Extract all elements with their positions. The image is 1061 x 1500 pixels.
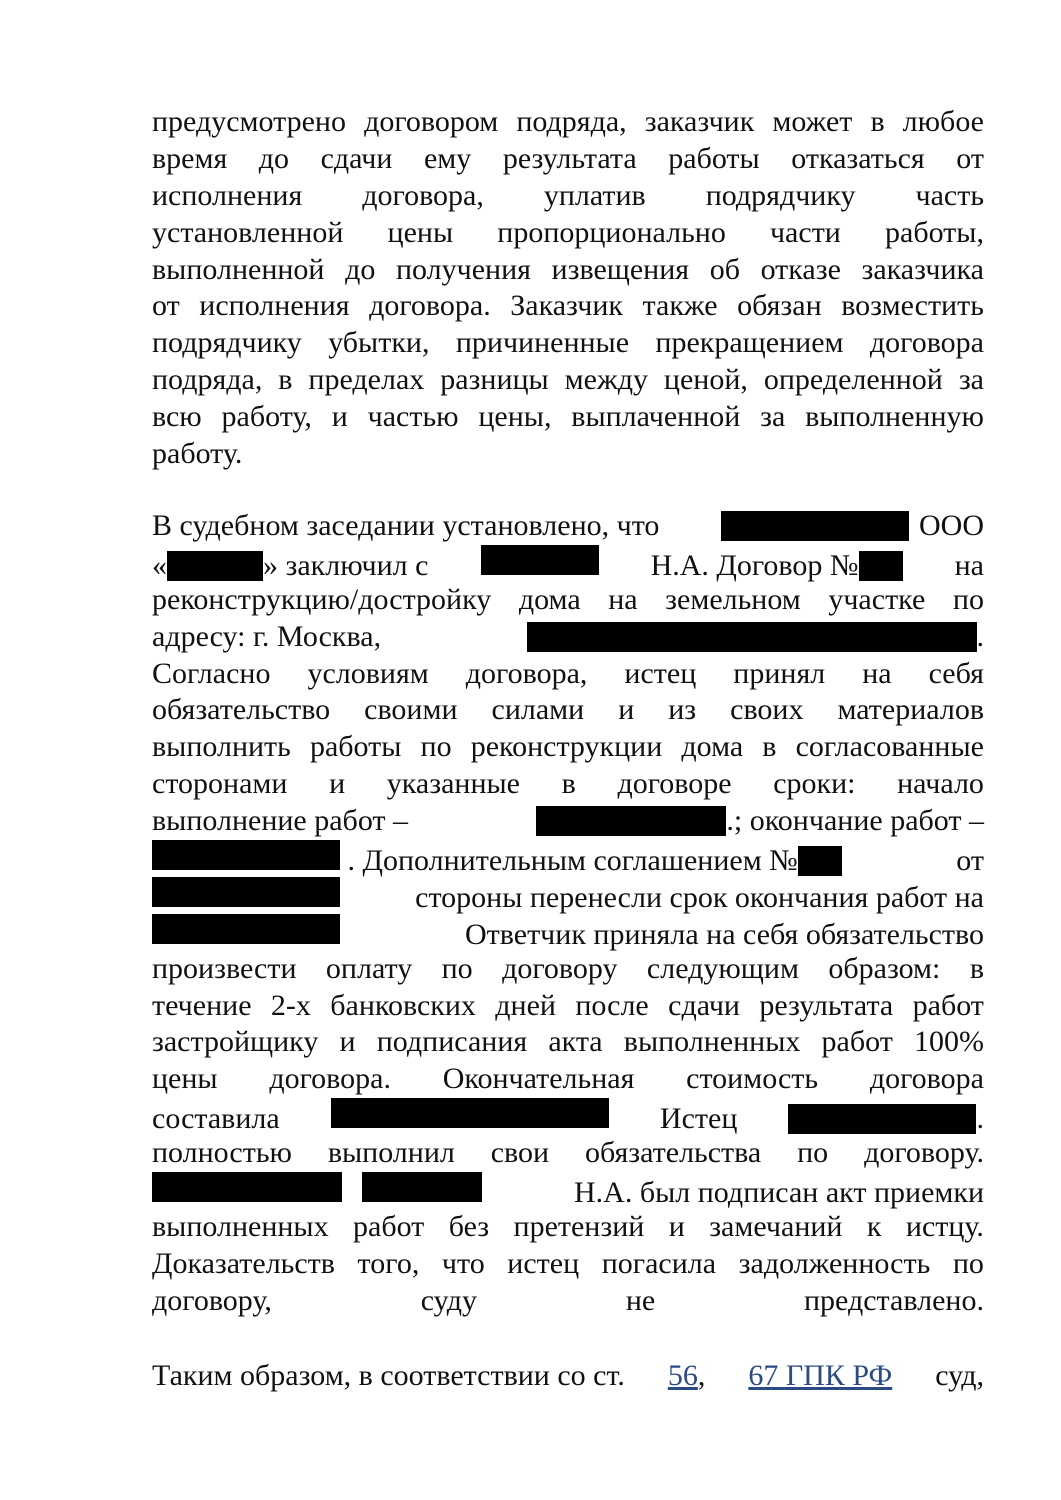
text-line: предусмотрено договором подряда, заказчик может в любое <box>152 105 984 138</box>
text-line: . Дополнительным соглашением № от <box>152 840 984 877</box>
text-line: договору, суду не представлено. <box>152 1283 984 1317</box>
redaction-block <box>362 1172 482 1202</box>
gpk-rf-67-link[interactable]: 67 ГПК РФ <box>748 1359 893 1392</box>
text-line: время до сдачи ему результата работы отказаться от <box>152 141 984 175</box>
text-line: Н.А. был подписан акт приемки <box>152 1172 984 1209</box>
text-line: подряда, в пределах разницы между ценой, определенной за <box>152 363 984 397</box>
text-line: сторонами и указанные в договоре сроки: начало <box>152 767 984 801</box>
paragraph-3 <box>152 1358 984 1395</box>
redaction-block <box>152 877 340 907</box>
redaction-block <box>152 914 340 944</box>
text-line: произвести оплату по договору следующим образом: в <box>152 951 984 985</box>
article-56-link[interactable]: 56 <box>667 1359 698 1392</box>
text-line: реконструкцию/достройку дома на земельном участке по <box>152 582 984 616</box>
text-line: составила Истец . <box>152 1098 984 1135</box>
redaction-block <box>536 806 726 836</box>
text-line: установленной цены пропорционально части работы, <box>152 215 984 249</box>
redaction-block <box>798 846 842 876</box>
text-line: выполнить работы по реконструкции дома в согласованные <box>152 730 984 764</box>
text-line: « » заключил с Н.А. Договор № на <box>152 545 984 582</box>
text-line: стороны перенесли срок окончания работ на <box>152 877 984 914</box>
redaction-block <box>527 622 977 652</box>
paragraph-2 <box>152 508 984 1320</box>
text-line: обязательство своими силами и из своих материалов <box>152 693 984 727</box>
redaction-block <box>152 1172 342 1202</box>
text-line: адресу: г. Москва, . <box>152 619 984 653</box>
redaction-block <box>721 511 909 541</box>
text-line: В судебном заседании установлено, что ООО <box>152 509 984 542</box>
redaction-block <box>859 551 903 581</box>
redaction-block <box>152 840 340 870</box>
text-line: застройщику и подписания акта выполненных работ 100% <box>152 1025 984 1059</box>
text-line: работу. <box>152 437 243 471</box>
paragraph-1 <box>152 104 984 473</box>
text-line: от исполнения договора. Заказчик также обязан возместить <box>152 289 984 323</box>
text-line: Согласно условиям договора, истец принял на себя <box>152 656 984 690</box>
text-line: Ответчик приняла на себя обязательство <box>152 914 984 951</box>
text-line: полностью выполнил свои обязательства по договору. <box>152 1136 984 1170</box>
text-line: течение 2-х банковских дней после сдачи результата работ <box>152 988 984 1022</box>
text-line: Таким образом, в соответствии со ст. 56, 67 ГПК РФ суд, <box>152 1358 984 1395</box>
text-line: выполнение работ – .; окончание работ – <box>152 804 984 838</box>
text-line: цены договора. Окончательная стоимость договора <box>152 1062 984 1096</box>
redaction-block <box>481 545 599 575</box>
redaction-block <box>167 551 263 581</box>
text-line: подрядчику убытки, причиненные прекращением договора <box>152 326 984 360</box>
redaction-block <box>788 1104 976 1134</box>
text-line: исполнения договора, уплатив подрядчику часть <box>152 178 984 212</box>
text-line: выполненных работ без претензий и замечаний к истцу. <box>152 1209 984 1243</box>
text-line: всю работу, и частью цены, выплаченной за выполненную <box>152 400 984 434</box>
text-line: Доказательств того, что истец погасила задолженность по <box>152 1246 984 1280</box>
redaction-block <box>331 1098 609 1128</box>
text-line: выполненной до получения извещения об отказе заказчика <box>152 252 984 286</box>
